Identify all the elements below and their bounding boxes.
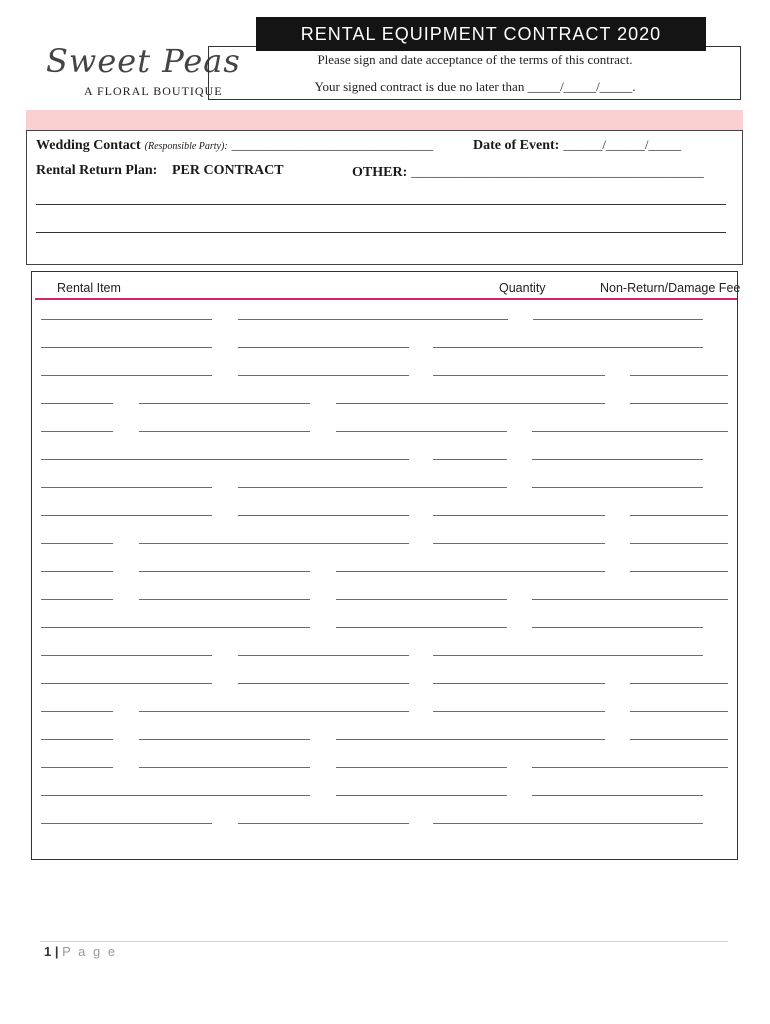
item-fill-line[interactable] [433, 683, 605, 684]
item-fill-line[interactable] [238, 515, 409, 516]
item-fill-line[interactable] [238, 655, 409, 656]
item-fill-line[interactable] [41, 711, 113, 712]
item-fill-line[interactable] [41, 795, 310, 796]
wedding-contact-row [36, 136, 433, 154]
item-fill-line[interactable] [433, 655, 703, 656]
date-of-event-field[interactable]: ______/______/_____ [563, 137, 682, 152]
item-fill-line[interactable] [532, 459, 703, 460]
instruction-line: Please sign and date acceptance of the terms of this contract. [317, 52, 633, 67]
item-fill-line[interactable] [336, 795, 507, 796]
item-fill-line[interactable] [238, 347, 409, 348]
item-fill-line[interactable] [532, 795, 703, 796]
per-contract-option[interactable]: PER CONTRACT [172, 163, 284, 178]
item-fill-line[interactable] [630, 375, 728, 376]
item-fill-line[interactable] [41, 515, 212, 516]
item-fill-line[interactable] [630, 515, 728, 516]
page-separator: | [54, 944, 59, 959]
pink-divider-band [26, 110, 743, 130]
date-of-event-label: Date of Event: [473, 138, 560, 153]
item-fill-line[interactable] [41, 683, 212, 684]
item-fill-line[interactable] [238, 487, 507, 488]
col-header-quantity: Quantity [499, 281, 546, 295]
item-fill-line[interactable] [336, 627, 507, 628]
logo-subtitle: A FLORAL BOUTIQUE [84, 84, 223, 98]
item-fill-line[interactable] [630, 739, 728, 740]
item-fill-line[interactable] [433, 543, 605, 544]
col-header-rental-item: Rental Item [57, 281, 121, 295]
item-fill-line[interactable] [433, 515, 605, 516]
logo-script-text: Sweet Peas [46, 42, 241, 80]
item-fill-line[interactable] [139, 767, 310, 768]
item-fill-line[interactable] [238, 319, 508, 320]
item-fill-line[interactable] [41, 823, 212, 824]
item-fill-line[interactable] [41, 431, 113, 432]
item-fill-line[interactable] [532, 599, 728, 600]
item-fill-line[interactable] [336, 739, 605, 740]
item-fill-line[interactable] [238, 823, 409, 824]
contract-title: RENTAL EQUIPMENT CONTRACT 2020 [256, 17, 706, 51]
item-fill-line[interactable] [336, 431, 507, 432]
notes-line-2[interactable] [36, 232, 726, 233]
other-label: OTHER: [352, 165, 408, 180]
footer-rule [40, 941, 728, 942]
item-fill-line[interactable] [41, 543, 113, 544]
page-number-value: 1 [44, 944, 52, 959]
item-fill-line[interactable] [532, 767, 728, 768]
item-fill-line[interactable] [41, 403, 113, 404]
event-date-row [473, 136, 681, 154]
item-fill-line[interactable] [139, 403, 310, 404]
item-fill-line[interactable] [433, 347, 703, 348]
item-fill-line[interactable] [41, 347, 212, 348]
rental-return-label: Rental Return Plan: [36, 163, 158, 178]
item-fill-line[interactable] [41, 571, 113, 572]
item-fill-line[interactable] [532, 487, 703, 488]
due-date-line: Your signed contract is due no later than _____/_____/_____. [314, 79, 636, 94]
item-fill-line[interactable] [336, 599, 507, 600]
item-fill-line[interactable] [532, 627, 703, 628]
item-fill-line[interactable] [336, 571, 605, 572]
item-fill-line[interactable] [139, 599, 310, 600]
item-fill-line[interactable] [41, 767, 113, 768]
item-fill-line[interactable] [630, 403, 728, 404]
other-field[interactable]: _____________________________________________ [411, 164, 704, 179]
item-fill-line[interactable] [336, 767, 507, 768]
col-header-damage-fee: Non-Return/Damage Fee [600, 281, 741, 295]
item-fill-line[interactable] [139, 711, 409, 712]
item-fill-line[interactable] [41, 655, 212, 656]
item-fill-line[interactable] [630, 711, 728, 712]
item-fill-line[interactable] [139, 571, 310, 572]
item-fill-line[interactable] [532, 431, 728, 432]
item-fill-line[interactable] [433, 711, 605, 712]
wedding-contact-label: Wedding Contact [36, 138, 141, 153]
wedding-contact-field[interactable]: _______________________________ [231, 137, 434, 152]
item-fill-line[interactable] [630, 683, 728, 684]
item-fill-line[interactable] [630, 543, 728, 544]
item-fill-line[interactable] [433, 375, 605, 376]
page-label: P a g e [62, 944, 118, 959]
header-accent-rule [35, 298, 737, 300]
item-fill-line[interactable] [139, 431, 310, 432]
item-fill-line[interactable] [41, 599, 113, 600]
item-fill-line[interactable] [41, 627, 310, 628]
rental-items-box [31, 271, 741, 860]
item-fill-line[interactable] [41, 739, 113, 740]
notes-line-1[interactable] [36, 204, 726, 205]
item-fill-line[interactable] [41, 487, 212, 488]
item-fill-line[interactable] [433, 823, 703, 824]
item-fill-line[interactable] [41, 319, 212, 320]
item-fill-line[interactable] [238, 375, 409, 376]
item-fill-line[interactable] [336, 403, 605, 404]
item-fill-line[interactable] [630, 571, 728, 572]
item-fill-line[interactable] [41, 375, 212, 376]
item-fill-line[interactable] [533, 319, 703, 320]
item-fill-line[interactable] [238, 683, 409, 684]
other-row [352, 163, 704, 181]
responsible-party-note: (Responsible Party): [144, 141, 228, 152]
item-fill-line[interactable] [433, 459, 507, 460]
page-number [44, 944, 117, 959]
item-fill-line[interactable] [139, 739, 310, 740]
item-fill-line[interactable] [41, 459, 409, 460]
item-fill-line[interactable] [139, 543, 409, 544]
